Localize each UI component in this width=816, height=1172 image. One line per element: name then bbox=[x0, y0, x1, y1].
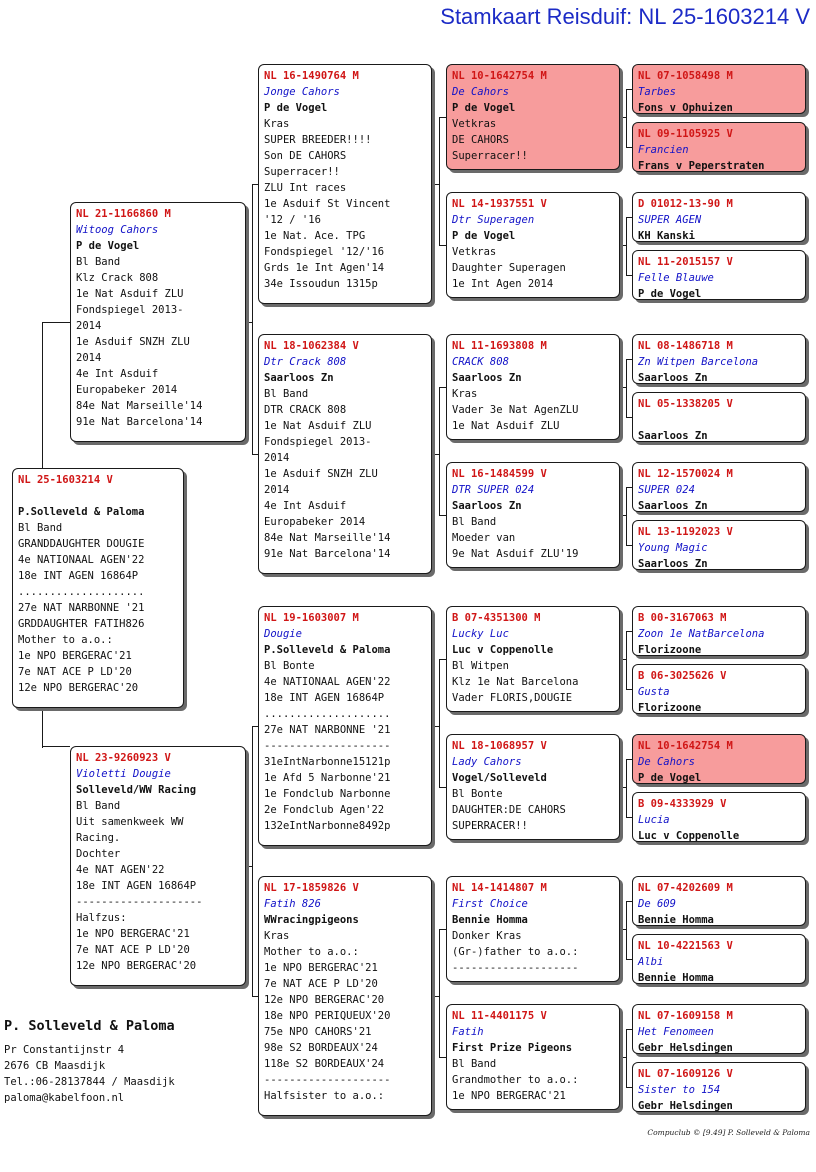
breeder-name: Florizoone bbox=[638, 702, 702, 714]
connector-line bbox=[42, 746, 70, 747]
connector-line bbox=[439, 659, 446, 660]
info-line: -------------------- bbox=[76, 896, 203, 908]
pigeon-name: Tarbes bbox=[638, 86, 676, 98]
breeder-name: P.Solleveld & Paloma bbox=[18, 506, 145, 518]
info-line: '12 / '16 bbox=[264, 214, 321, 226]
ring-number: NL 16-1490764 M bbox=[264, 70, 359, 82]
breeder-name: P de Vogel bbox=[76, 240, 140, 252]
ring-number: NL 07-1609126 V bbox=[638, 1068, 733, 1080]
info-line: 84e Nat Marseille'14 bbox=[264, 532, 391, 544]
info-line: Bl Band bbox=[264, 388, 309, 400]
pigeon-card-mother bbox=[70, 746, 246, 986]
owner-name: P. Solleveld & Paloma bbox=[4, 1018, 175, 1034]
info-line: 2014 bbox=[76, 320, 102, 332]
pigeon-name: SUPER AGEN bbox=[638, 214, 702, 226]
pigeon-card-mff bbox=[446, 606, 620, 712]
connector-line bbox=[439, 245, 446, 246]
pigeon-name: Fatih 826 bbox=[264, 898, 321, 910]
ring-number: B 06-3025626 V bbox=[638, 670, 727, 682]
pigeon-name: Felle Blauwe bbox=[638, 272, 714, 284]
connector-line bbox=[626, 759, 627, 818]
connector-line bbox=[439, 515, 446, 516]
pigeon-name bbox=[18, 488, 179, 504]
pigeon-card-fmf bbox=[446, 334, 620, 440]
info-line: 1e NPO BERGERAC'21 bbox=[452, 1090, 566, 1102]
ring-number: NL 25-1603214 V bbox=[18, 474, 113, 486]
connector-line bbox=[42, 322, 70, 323]
breeder-name: Bennie Homma bbox=[638, 914, 714, 926]
pigeon-name: Gusta bbox=[638, 686, 670, 698]
pigeon-name: Dtr Crack 808 bbox=[264, 356, 347, 368]
connector-line bbox=[626, 359, 627, 418]
info-line: 1e Asduif SNZH ZLU bbox=[264, 468, 378, 480]
info-line: 18e INT AGEN 16864P bbox=[264, 692, 385, 704]
pigeon-card-g12 bbox=[632, 792, 806, 842]
info-line: 2014 bbox=[264, 484, 290, 496]
connector-line bbox=[439, 929, 446, 930]
pigeon-card-g14 bbox=[632, 934, 806, 984]
breeder-name: WWracingpigeons bbox=[264, 914, 359, 926]
info-line: Fondspiegel '12/'16 bbox=[264, 246, 385, 258]
footer-credit: Compuclub © [9.49] P. Solleveld & Paloma bbox=[647, 1128, 810, 1137]
ring-number: NL 05-1338205 V bbox=[638, 398, 733, 410]
pigeon-name: Lady Cahors bbox=[452, 756, 522, 768]
info-line: 98e S2 BORDEAUX'24 bbox=[264, 1042, 378, 1054]
ring-number: NL 08-1486718 M bbox=[638, 340, 733, 352]
info-line: Vader 3e Nat AgenZLU bbox=[452, 404, 579, 416]
ring-number: NL 10-4221563 V bbox=[638, 940, 733, 952]
connector-line bbox=[626, 1029, 627, 1088]
info-line: Bl Bonte bbox=[452, 788, 503, 800]
ring-number: NL 11-4401175 V bbox=[452, 1010, 547, 1022]
ring-number: B 00-3167063 M bbox=[638, 612, 727, 624]
connector-line bbox=[252, 726, 253, 997]
info-line: 4e Int Asduif bbox=[264, 500, 347, 512]
connector-line bbox=[626, 487, 627, 546]
breeder-name: P.Solleveld & Paloma bbox=[264, 644, 391, 656]
info-line: DTR CRACK 808 bbox=[264, 404, 347, 416]
pigeon-name: Lucia bbox=[638, 814, 670, 826]
info-line: Halfsister to a.o.: bbox=[264, 1090, 385, 1102]
ring-number: NL 10-1642754 M bbox=[638, 740, 733, 752]
connector-line bbox=[439, 117, 440, 246]
breeder-name: P de Vogel bbox=[638, 772, 702, 784]
breeder-name: Saarloos Zn bbox=[264, 372, 334, 384]
info-line: SUPERRACER!! bbox=[452, 820, 528, 832]
connector-line bbox=[432, 726, 439, 727]
pigeon-name: Albi bbox=[638, 956, 664, 968]
pigeon-card-mf bbox=[258, 606, 432, 846]
breeder-name: Gebr Helsdingen bbox=[638, 1100, 733, 1112]
pigeon-card-ffm bbox=[446, 192, 620, 298]
breeder-name: Saarloos Zn bbox=[638, 430, 708, 442]
breeder-name: Bennie Homma bbox=[452, 914, 528, 926]
ring-number: NL 16-1484599 V bbox=[452, 468, 547, 480]
info-line: Klz Crack 808 bbox=[76, 272, 159, 284]
ring-number: NL 14-1414807 M bbox=[452, 882, 547, 894]
info-line: Europabeker 2014 bbox=[264, 516, 366, 528]
info-line: Kras bbox=[452, 388, 478, 400]
pigeon-name: De 609 bbox=[638, 898, 676, 910]
ring-number: NL 11-1693808 M bbox=[452, 340, 547, 352]
info-line: 12e NPO BERGERAC'20 bbox=[76, 960, 197, 972]
info-line: 2014 bbox=[264, 452, 290, 464]
pigeon-card-fmm bbox=[446, 462, 620, 568]
connector-line bbox=[439, 387, 446, 388]
info-line: 12e NPO BERGERAC'20 bbox=[18, 682, 139, 694]
info-line: Daughter Superagen bbox=[452, 262, 566, 274]
info-line: 2014 bbox=[76, 352, 102, 364]
breeder-name: Bennie Homma bbox=[638, 972, 714, 984]
info-line: 31eIntNarbonne15121p bbox=[264, 756, 391, 768]
info-line: 75e NPO CAHORS'21 bbox=[264, 1026, 372, 1038]
ring-number: NL 10-1642754 M bbox=[452, 70, 547, 82]
info-line: Grds 1e Int Agen'14 bbox=[264, 262, 385, 274]
pigeon-name bbox=[638, 412, 801, 428]
connector-line bbox=[439, 117, 446, 118]
breeder-name: Florizoone bbox=[638, 644, 702, 656]
ring-number: NL 14-1937551 V bbox=[452, 198, 547, 210]
ring-number: NL 17-1859826 V bbox=[264, 882, 359, 894]
info-line: GRANDDAUGHTER DOUGIE bbox=[18, 538, 145, 550]
info-line: Dochter bbox=[76, 848, 121, 860]
info-line: SUPER BREEDER!!!! bbox=[264, 134, 372, 146]
pigeon-name: De Cahors bbox=[638, 756, 695, 768]
owner-block bbox=[4, 1016, 175, 1106]
pigeon-name: Zoon 1e NatBarcelona bbox=[638, 628, 765, 640]
pigeon-card-g16 bbox=[632, 1062, 806, 1112]
pigeon-card-g7 bbox=[632, 462, 806, 512]
page-title: Stamkaart Reisduif: NL 25-1603214 V bbox=[440, 4, 810, 29]
ring-number: NL 12-1570024 M bbox=[638, 468, 733, 480]
pigeon-name: CRACK 808 bbox=[452, 356, 509, 368]
owner-email: paloma@kabelfoon.nl bbox=[4, 1092, 125, 1104]
info-line: Uit samenkweek WW bbox=[76, 816, 184, 828]
pigeon-card-g6 bbox=[632, 392, 806, 442]
info-line: Bl Band bbox=[18, 522, 63, 534]
pigeon-name: Fatih bbox=[452, 1026, 484, 1038]
info-line: 91e Nat Barcelona'14 bbox=[264, 548, 391, 560]
pigeon-name: Young Magic bbox=[638, 542, 708, 554]
info-line: Grandmother to a.o.: bbox=[452, 1074, 579, 1086]
breeder-name: Frans v Peperstraten bbox=[638, 160, 765, 172]
pigeon-card-mmm bbox=[446, 1004, 620, 1110]
info-line: Europabeker 2014 bbox=[76, 384, 178, 396]
pigeon-card-g1 bbox=[632, 64, 806, 114]
pigeon-card-g8 bbox=[632, 520, 806, 570]
info-line: Vetkras bbox=[452, 246, 497, 258]
info-line: Superracer!! bbox=[264, 166, 340, 178]
breeder-name: Gebr Helsdingen bbox=[638, 1042, 733, 1054]
pigeon-card-mfm bbox=[446, 734, 620, 840]
info-line: Bl Witpen bbox=[452, 660, 509, 672]
pigeon-card-g13 bbox=[632, 876, 806, 926]
info-line: 84e Nat Marseille'14 bbox=[76, 400, 203, 412]
connector-line bbox=[252, 184, 253, 455]
info-line: 18e INT AGEN 16864P bbox=[18, 570, 139, 582]
info-line: Fondspiegel 2013- bbox=[264, 436, 372, 448]
pigeon-card-ff bbox=[258, 64, 432, 304]
breeder-name: Saarloos Zn bbox=[638, 500, 708, 512]
pigeon-name: Dougie bbox=[264, 628, 302, 640]
info-line: ZLU Int races bbox=[264, 182, 347, 194]
info-line: -------------------- bbox=[452, 962, 579, 974]
info-line: 4e Int Asduif bbox=[76, 368, 159, 380]
pigeon-card-fm bbox=[258, 334, 432, 574]
info-line: 34e Issoudun 1315p bbox=[264, 278, 378, 290]
info-line: Superracer!! bbox=[452, 150, 528, 162]
info-line: 132eIntNarbonne8492p bbox=[264, 820, 391, 832]
info-line: Fondspiegel 2013- bbox=[76, 304, 184, 316]
info-line: 7e NAT ACE P LD'20 bbox=[18, 666, 132, 678]
info-line: 4e NATIONAAL AGEN'22 bbox=[18, 554, 145, 566]
info-line: Bl Band bbox=[76, 256, 121, 268]
info-line: 7e NAT ACE P LD'20 bbox=[264, 978, 378, 990]
info-line: 1e Asduif St Vincent bbox=[264, 198, 391, 210]
pigeon-name: Witoog Cahors bbox=[76, 224, 159, 236]
ring-number: NL 23-9260923 V bbox=[76, 752, 171, 764]
info-line: 18e INT AGEN 16864P bbox=[76, 880, 197, 892]
ring-number: NL 07-1609158 M bbox=[638, 1010, 733, 1022]
info-line: 1e Nat Asduif ZLU bbox=[264, 420, 372, 432]
info-line: 9e Nat Asduif ZLU'19 bbox=[452, 548, 579, 560]
breeder-name: P de Vogel bbox=[452, 102, 516, 114]
info-line: DAUGHTER:DE CAHORS bbox=[452, 804, 566, 816]
pigeon-card-g15 bbox=[632, 1004, 806, 1054]
breeder-name: Saarloos Zn bbox=[452, 500, 522, 512]
ring-number: NL 13-1192023 V bbox=[638, 526, 733, 538]
info-line: 7e NAT ACE P LD'20 bbox=[76, 944, 190, 956]
breeder-name: Luc v Coppenolle bbox=[638, 830, 740, 842]
breeder-name: Solleveld/WW Racing bbox=[76, 784, 197, 796]
breeder-name: KH Kanski bbox=[638, 230, 695, 242]
info-line: 4e NAT AGEN'22 bbox=[76, 864, 165, 876]
info-line: -------------------- bbox=[264, 1074, 391, 1086]
ring-number: B 09-4333929 V bbox=[638, 798, 727, 810]
info-line: Racing. bbox=[76, 832, 121, 844]
ring-number: NL 18-1062384 V bbox=[264, 340, 359, 352]
info-line: Son DE CAHORS bbox=[264, 150, 347, 162]
info-line: 1e Fondclub Narbonne bbox=[264, 788, 391, 800]
pigeon-name: Violetti Dougie bbox=[76, 768, 171, 780]
pigeon-card-g11 bbox=[632, 734, 806, 784]
info-line: 4e NATIONAAL AGEN'22 bbox=[264, 676, 391, 688]
pigeon-card-g10 bbox=[632, 664, 806, 714]
info-line: 1e Asduif SNZH ZLU bbox=[76, 336, 190, 348]
info-line: (Gr-)father to a.o.: bbox=[452, 946, 579, 958]
info-line: 1e NPO BERGERAC'21 bbox=[18, 650, 132, 662]
info-line: Bl Band bbox=[452, 1058, 497, 1070]
pigeon-card-g3 bbox=[632, 192, 806, 242]
pigeon-card-g2 bbox=[632, 122, 806, 172]
info-line: Donker Kras bbox=[452, 930, 522, 942]
info-line: 27e NAT NARBONNE '21 bbox=[18, 602, 145, 614]
info-line: 1e Nat Asduif ZLU bbox=[452, 420, 560, 432]
info-line: 18e NPO PERIQUEUX'20 bbox=[264, 1010, 391, 1022]
connector-line bbox=[626, 217, 627, 276]
owner-postcode: 2676 CB Maasdijk bbox=[4, 1060, 106, 1072]
info-line: Vetkras bbox=[452, 118, 497, 130]
pigeon-name: Jonge Cahors bbox=[264, 86, 340, 98]
ring-number: D 01012-13-90 M bbox=[638, 198, 733, 210]
pigeon-name: First Choice bbox=[452, 898, 528, 910]
info-line: 91e Nat Barcelona'14 bbox=[76, 416, 203, 428]
owner-phone: Tel.:06-28137844 / Maasdijk bbox=[4, 1076, 175, 1088]
ring-number: NL 07-1058498 M bbox=[638, 70, 733, 82]
pigeon-name: Lucky Luc bbox=[452, 628, 509, 640]
breeder-name: P de Vogel bbox=[452, 230, 516, 242]
info-line: 2e Fondclub Agen'22 bbox=[264, 804, 385, 816]
ring-number: NL 09-1105925 V bbox=[638, 128, 733, 140]
connector-line bbox=[432, 184, 439, 185]
connector-line bbox=[432, 454, 439, 455]
owner-address: Pr Constantijnstr 4 bbox=[4, 1044, 125, 1056]
info-line: -------------------- bbox=[264, 740, 391, 752]
info-line: .................... bbox=[264, 708, 391, 720]
breeder-name: Fons v Ophuizen bbox=[638, 102, 733, 114]
pigeon-name: DTR SUPER 024 bbox=[452, 484, 535, 496]
info-line: Kras bbox=[264, 930, 290, 942]
info-line: Mother to a.o.: bbox=[18, 634, 113, 646]
pigeon-name: De Cahors bbox=[452, 86, 509, 98]
pigeon-card-g5 bbox=[632, 334, 806, 384]
ring-number: NL 18-1068957 V bbox=[452, 740, 547, 752]
info-line: GRDDAUGHTER FATIH826 bbox=[18, 618, 145, 630]
info-line: Klz 1e Nat Barcelona bbox=[452, 676, 579, 688]
info-line: 1e Nat Asduif ZLU bbox=[76, 288, 184, 300]
info-line: 1e Afd 5 Narbonne'21 bbox=[264, 772, 391, 784]
info-line: Vader FLORIS,DOUGIE bbox=[452, 692, 573, 704]
ring-number: B 07-4351300 M bbox=[452, 612, 541, 624]
info-line: Mother to a.o.: bbox=[264, 946, 359, 958]
pigeon-name: Dtr Superagen bbox=[452, 214, 535, 226]
pigeon-card-g9 bbox=[632, 606, 806, 656]
ring-number: NL 07-4202609 M bbox=[638, 882, 733, 894]
breeder-name: P de Vogel bbox=[638, 288, 702, 300]
breeder-name: Saarloos Zn bbox=[638, 372, 708, 384]
breeder-name: Saarloos Zn bbox=[638, 558, 708, 570]
info-line: Halfzus: bbox=[76, 912, 127, 924]
connector-line bbox=[439, 929, 440, 1058]
breeder-name: First Prize Pigeons bbox=[452, 1042, 573, 1054]
info-line: Bl Band bbox=[452, 516, 497, 528]
connector-line bbox=[439, 387, 440, 516]
info-line: 27e NAT NARBONNE '21 bbox=[264, 724, 391, 736]
ring-number: NL 11-2015157 V bbox=[638, 256, 733, 268]
pigeon-name: Het Fenomeen bbox=[638, 1026, 714, 1038]
pigeon-card-subject bbox=[12, 468, 184, 708]
breeder-name: Saarloos Zn bbox=[452, 372, 522, 384]
connector-line bbox=[626, 901, 627, 960]
pigeon-card-mmf bbox=[446, 876, 620, 982]
connector-line bbox=[432, 996, 439, 997]
info-line: 118e S2 BORDEAUX'24 bbox=[264, 1058, 385, 1070]
pigeon-card-mm bbox=[258, 876, 432, 1116]
ring-number: NL 21-1166860 M bbox=[76, 208, 171, 220]
connector-line bbox=[626, 631, 627, 690]
breeder-name: P de Vogel bbox=[264, 102, 328, 114]
info-line: Bl Bonte bbox=[264, 660, 315, 672]
connector-line bbox=[626, 89, 627, 148]
connector-line bbox=[439, 787, 446, 788]
info-line: Moeder van bbox=[452, 532, 516, 544]
pigeon-name: Zn Witpen Barcelona bbox=[638, 356, 759, 368]
pigeon-card-father bbox=[70, 202, 246, 442]
info-line: Kras bbox=[264, 118, 290, 130]
pigeon-card-fff bbox=[446, 64, 620, 170]
pigeon-name: SUPER 024 bbox=[638, 484, 695, 496]
pigeon-card-g4 bbox=[632, 250, 806, 300]
info-line: 12e NPO BERGERAC'20 bbox=[264, 994, 385, 1006]
info-line: .................... bbox=[18, 586, 145, 598]
info-line: 1e NPO BERGERAC'21 bbox=[76, 928, 190, 940]
breeder-name: Luc v Coppenolle bbox=[452, 644, 554, 656]
info-line: 1e Nat. Ace. TPG bbox=[264, 230, 366, 242]
connector-line bbox=[439, 659, 440, 788]
pigeon-name: Sister to 154 bbox=[638, 1084, 721, 1096]
info-line: 1e Int Agen 2014 bbox=[452, 278, 554, 290]
breeder-name: Vogel/Solleveld bbox=[452, 772, 547, 784]
pigeon-name: Francien bbox=[638, 144, 689, 156]
info-line: Bl Band bbox=[76, 800, 121, 812]
info-line: DE CAHORS bbox=[452, 134, 509, 146]
connector-line bbox=[439, 1057, 446, 1058]
ring-number: NL 19-1603007 M bbox=[264, 612, 359, 624]
info-line: 1e NPO BERGERAC'21 bbox=[264, 962, 378, 974]
